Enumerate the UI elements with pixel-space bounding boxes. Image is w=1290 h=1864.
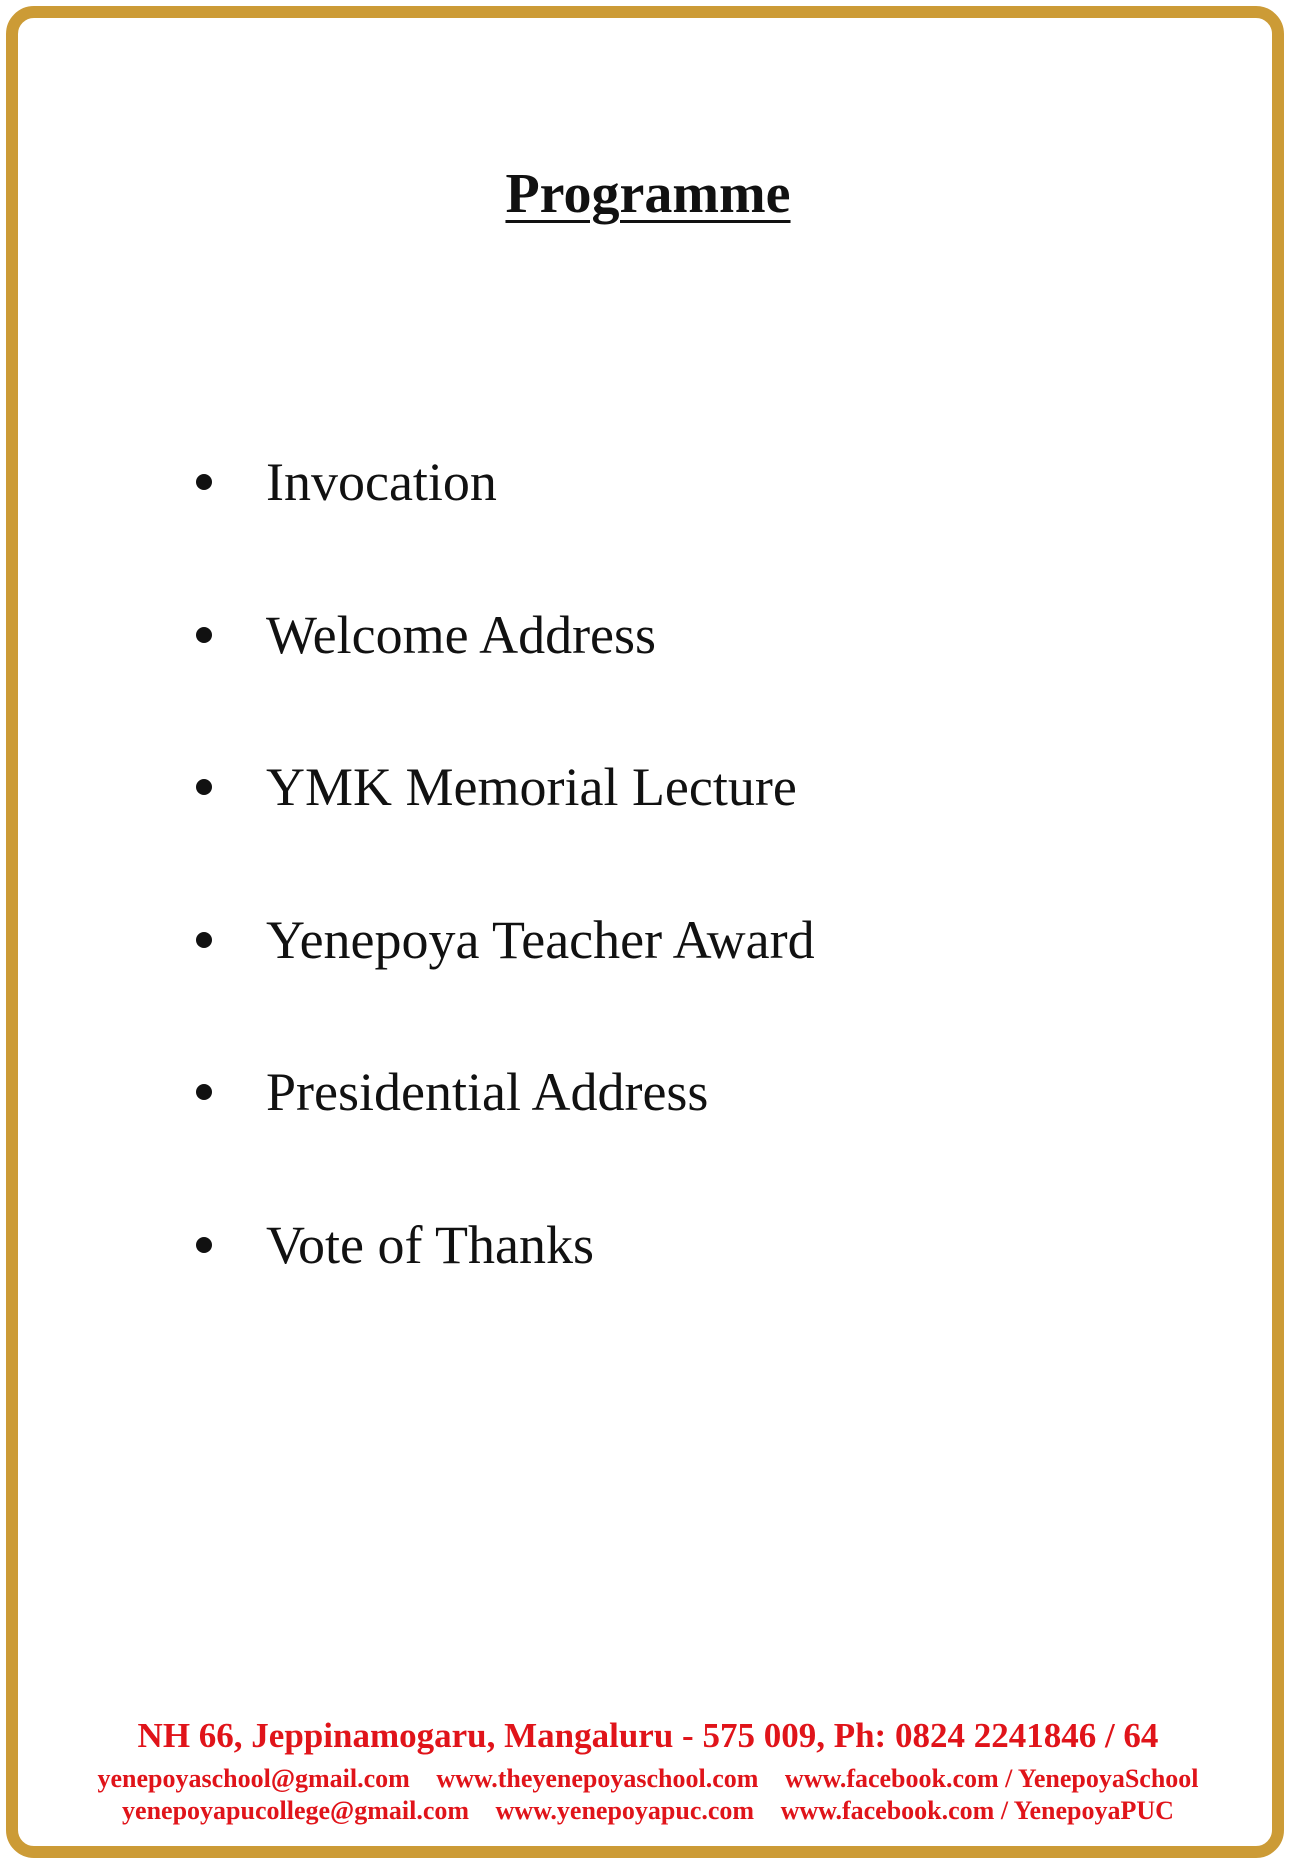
- programme-item-label: Presidential Address: [266, 1062, 709, 1122]
- page-title-text: Programme: [505, 163, 791, 225]
- bullet-icon: [196, 1084, 212, 1100]
- bullet-icon: [196, 1237, 212, 1253]
- programme-item-welcome-address: [190, 593, 815, 746]
- college-email-link[interactable]: yenepoyapucollege@gmail.com: [122, 1796, 470, 1825]
- page-title: [0, 162, 1290, 226]
- bullet-icon: [196, 627, 212, 643]
- programme-item-label: Vote of Thanks: [266, 1214, 594, 1275]
- programme-item-teacher-award: [190, 898, 815, 1051]
- programme-item-label: YMK Memorial Lecture: [266, 757, 797, 817]
- programme-item-label: Welcome Address: [266, 604, 657, 665]
- programme-item-invocation: [190, 440, 815, 593]
- programme-item-memorial-lecture: [190, 745, 815, 898]
- programme-item-label: Yenepoya Teacher Award: [266, 909, 815, 970]
- programme-list: [190, 440, 815, 1355]
- footer-college-contacts: [0, 1796, 1290, 1826]
- bullet-icon: [196, 474, 212, 490]
- programme-item-presidential-address: [190, 1050, 815, 1203]
- programme-item-label: Invocation: [266, 452, 497, 512]
- bullet-icon: [196, 779, 212, 795]
- school-email-link[interactable]: yenepoyaschool@gmail.com: [97, 1764, 410, 1793]
- programme-item-vote-of-thanks: [190, 1203, 815, 1356]
- bullet-icon: [196, 932, 212, 948]
- school-website-link[interactable]: www.theyenepoyaschool.com: [436, 1764, 759, 1793]
- college-facebook-link[interactable]: www.facebook.com / YenepoyaPUC: [780, 1796, 1174, 1825]
- footer-address: NH 66, Jeppinamogaru, Mangaluru - 575 009, Ph: 0824 2241846 / 64: [137, 1716, 1159, 1755]
- school-facebook-link[interactable]: www.facebook.com / YenepoyaSchool: [784, 1764, 1199, 1793]
- footer-school-contacts: [0, 1764, 1290, 1794]
- college-website-link[interactable]: www.yenepoyapuc.com: [495, 1796, 755, 1825]
